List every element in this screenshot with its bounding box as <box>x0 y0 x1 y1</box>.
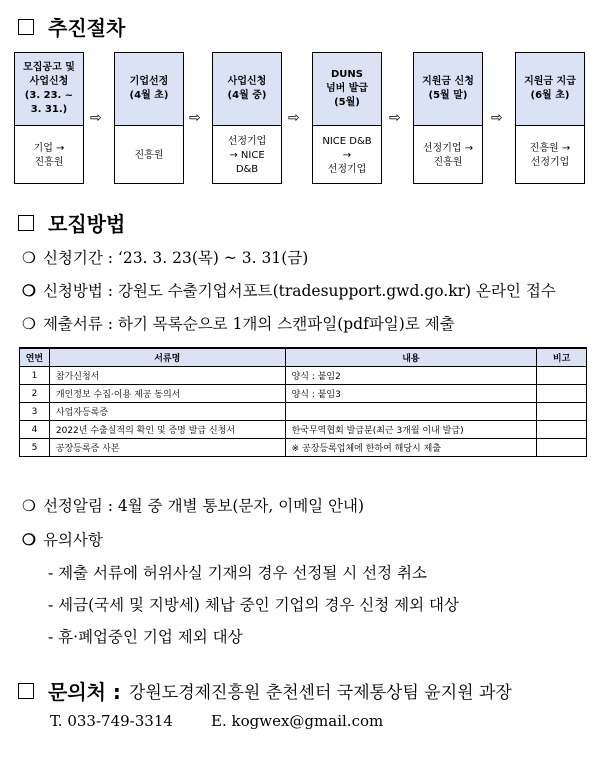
flow-step-4 <box>312 52 382 184</box>
procedure-flow <box>14 52 598 186</box>
table-row <box>20 367 587 385</box>
bullet-period <box>22 246 308 268</box>
arrow-right-icon: ⇨ <box>491 110 503 126</box>
cell-no: 1 <box>20 367 50 385</box>
flow-step-5 <box>413 52 483 184</box>
cell-content: ※ 공장등록업체에 한하여 해당시 제출 <box>285 439 537 457</box>
contact-line <box>18 676 512 705</box>
table-row <box>20 385 587 403</box>
cell-note <box>537 421 587 439</box>
cell-note <box>537 367 587 385</box>
flow-step-body: 기업 → 진흥원 <box>33 142 65 168</box>
flow-step-head: 사업신청 (4월 중) <box>213 53 281 126</box>
bullet-text: 유의사항 <box>42 531 103 549</box>
col-header: 연번 <box>20 348 50 367</box>
flow-step-body: 진흥원 → 선정기업 <box>529 142 571 168</box>
cell-content <box>285 403 537 421</box>
cell-content: 양식 : 붙임3 <box>285 385 537 403</box>
flow-step-body: 선정기업 → NICE D&B <box>227 135 267 175</box>
flow-step-body: 진흥원 <box>134 149 164 161</box>
flow-step-3 <box>212 52 282 184</box>
cell-doc: 사업자등록증 <box>49 403 285 421</box>
flow-step-body: NICE D&B → 선정기업 <box>322 135 372 175</box>
cell-note <box>537 439 587 457</box>
checkbox-square-icon <box>18 19 34 35</box>
contact-label: 문의처 : <box>48 680 121 704</box>
checkbox-square-icon <box>18 215 34 231</box>
bullet-caution <box>22 528 103 550</box>
contact-phone-email: T. 033-749-3314 E. kogwex@gmail.com <box>50 712 384 730</box>
flow-step-2 <box>114 52 184 184</box>
cell-content: 한국무역협회 발급분(최근 3개월 이내 발급) <box>285 421 537 439</box>
caution-item: - 제출 서류에 허위사실 기재의 경우 선정될 시 선정 취소 <box>48 564 427 582</box>
bullet-text: 신청방법 : 강원도 수출기업서포트(tradesupport.gwd.go.kr) 온라인 접수 <box>42 282 556 300</box>
cell-no: 4 <box>20 421 50 439</box>
flow-step-1 <box>14 52 84 184</box>
table-row <box>20 421 587 439</box>
filled-circle-icon: ❍ <box>22 281 36 300</box>
cell-doc: 개인정보 수집·이용 제공 동의서 <box>49 385 285 403</box>
table-row <box>20 403 587 421</box>
flow-step-head: 기업선정 (4월 초) <box>115 53 183 126</box>
cell-note <box>537 385 587 403</box>
contact-org: 강원도경제진흥원 춘천센터 국제통상팀 윤지원 과장 <box>128 683 512 703</box>
bullet-text: 선정알림 : 4월 중 개별 통보(문자, 이메일 안내) <box>42 497 365 515</box>
flow-step-head: 지원금 지급 (6월 초) <box>516 53 584 126</box>
bullet-notice <box>22 494 364 516</box>
flow-step-head: DUNS 넘버 발급 (5월) <box>313 53 381 126</box>
documents-table <box>19 347 587 457</box>
cell-doc: 참가신청서 <box>49 367 285 385</box>
table-row <box>20 439 587 457</box>
col-header: 비고 <box>537 348 587 367</box>
hollow-circle-icon: ❍ <box>22 497 36 515</box>
bullet-text: 제출서류 : 하기 목록순으로 1개의 스캔파일(pdf파일)로 제출 <box>42 315 455 333</box>
cell-no: 2 <box>20 385 50 403</box>
bullet-method <box>22 279 556 301</box>
cell-no: 3 <box>20 403 50 421</box>
cell-content: 양식 : 붙임2 <box>285 367 537 385</box>
col-header: 내용 <box>285 348 537 367</box>
arrow-right-icon: ⇨ <box>389 110 401 126</box>
cell-note <box>537 403 587 421</box>
hollow-circle-icon: ❍ <box>22 315 36 333</box>
section-title-text: 추진절차 <box>48 16 126 40</box>
checkbox-square-icon <box>18 683 34 699</box>
table-header-row <box>20 348 587 367</box>
flow-step-6 <box>515 52 585 184</box>
arrow-right-icon: ⇨ <box>189 110 201 126</box>
bullet-docs <box>22 312 455 334</box>
bullet-text: 신청기간 : ‘23. 3. 23(목) ~ 3. 31(금) <box>42 249 309 267</box>
caution-item: - 세금(국세 및 지방세) 체납 중인 기업의 경우 신청 제외 대상 <box>48 596 459 614</box>
hollow-circle-icon: ❍ <box>22 249 36 267</box>
section-title-recruitment <box>18 208 125 237</box>
flow-step-head: 모집공고 및 사업신청 (3. 23. ~ 3. 31.) <box>15 53 83 126</box>
flow-step-body: 선정기업 → 진흥원 <box>422 142 474 168</box>
arrow-right-icon: ⇨ <box>288 110 300 126</box>
cell-no: 5 <box>20 439 50 457</box>
cell-doc: 2022년 수출실적의 확인 및 증명 발급 신청서 <box>49 421 285 439</box>
caution-item: - 휴·폐업중인 기업 제외 대상 <box>48 628 243 646</box>
col-header: 서류명 <box>49 348 285 367</box>
filled-circle-icon: ❍ <box>22 530 36 549</box>
section-title-text: 모집방법 <box>48 212 126 236</box>
arrow-right-icon: ⇨ <box>90 110 102 126</box>
section-title-procedure <box>18 12 125 41</box>
flow-step-head: 지원금 신청 (5월 말) <box>414 53 482 126</box>
cell-doc: 공장등록증 사본 <box>49 439 285 457</box>
